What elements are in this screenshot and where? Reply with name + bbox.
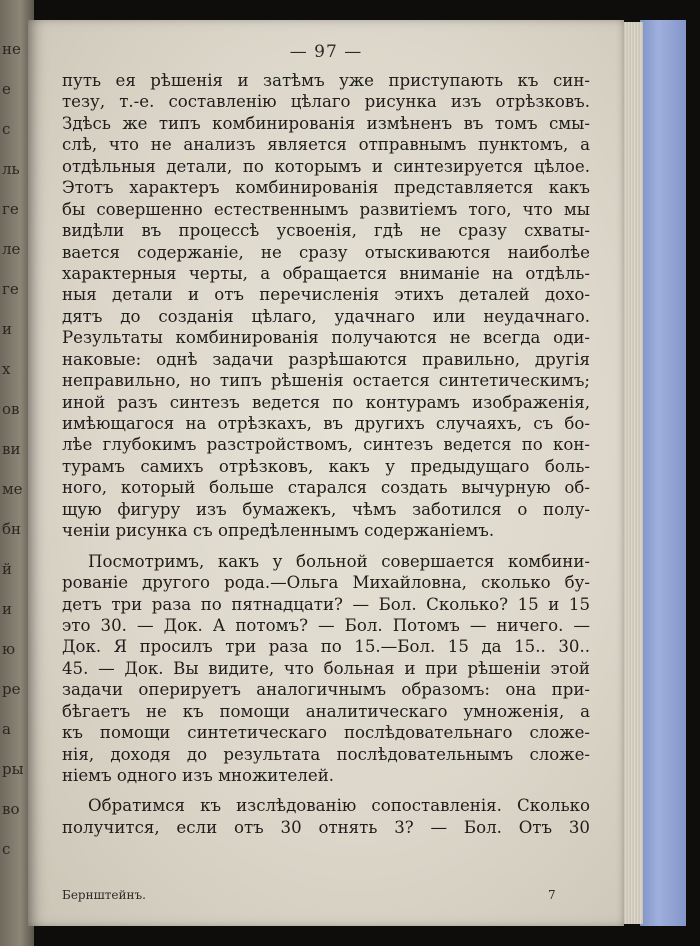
adjacent-page-fragment: й — [2, 560, 12, 578]
text-line: лѣе глубокимъ разстройствомъ, синтезъ ведется по кон- — [62, 435, 590, 455]
text-line: наковые: однѣ задачи разрѣшаются правильно, другія — [62, 349, 590, 369]
adjacent-page-fragment: х — [2, 360, 11, 378]
adjacent-page-fragment: не — [2, 40, 21, 58]
footer-sheet-number: 7 — [548, 888, 556, 902]
text-line: неправильно, но типъ рѣшенія остается синтетическимъ; — [62, 371, 590, 391]
text-line: видѣли въ процессѣ усвоенія, гдѣ не сразу схваты- — [62, 221, 590, 241]
adjacent-page-fragment: е — [2, 80, 11, 98]
blue-backdrop — [640, 20, 686, 926]
text-line: Док. Я просилъ три раза по 15.—Бол. 15 да 15.. 30.. — [62, 637, 590, 657]
text-line: ныя детали и отъ перечисленія этихъ деталей дохо- — [62, 285, 590, 305]
text-line: получится, если отъ 30 отнять 3? — Бол. Отъ 30 — [62, 817, 590, 837]
text-line: имѣющагося на отрѣзкахъ, въ другихъ случаяхъ, съ бо- — [62, 414, 590, 433]
text-line: нія, доходя до результата послѣдовательнымъ сложе- — [62, 744, 590, 764]
adjacent-page-fragment: ме — [2, 480, 23, 498]
text-line: тезу, т.-е. составленію цѣлаго рисунка изъ отрѣзковъ. — [62, 92, 590, 112]
adjacent-page-fragment: во — [2, 800, 20, 818]
page-number: — 97 — — [289, 42, 363, 62]
footer-signature: Бернштейнъ. — [62, 888, 146, 902]
text-line: характерныя черты, а обращается вниманіе на отдѣль- — [62, 263, 590, 283]
text-line: Здѣсь же типъ комбинированія измѣненъ въ томъ смы- — [62, 113, 590, 133]
adjacent-page-fragment: с — [2, 120, 11, 138]
text-line: задачи оперируетъ аналогичнымъ образомъ: она при- — [62, 680, 590, 700]
body-text — [62, 70, 590, 838]
text-line: бѣгаетъ не къ помощи аналитическаго умноженія, а — [62, 701, 590, 721]
text-line: къ помощи синтетическаго послѣдовательнаго сложе- — [62, 723, 590, 743]
adjacent-page-fragment: ви — [2, 440, 21, 458]
text-line: ніемъ одного изъ множителей. — [62, 766, 335, 785]
text-line: ченіи рисунка съ опредѣленнымъ содержаніемъ. — [62, 521, 495, 541]
adjacent-page-fragment: бн — [2, 520, 22, 538]
text-line: бы совершенно естественнымъ развитіемъ того, что мы — [62, 199, 590, 219]
adjacent-page-fragment: ов — [2, 400, 20, 418]
adjacent-page-fragment: ре — [2, 680, 21, 698]
text-line: путь ея рѣшенія и затѣмъ уже приступають къ син- — [62, 71, 590, 90]
adjacent-page-fragment: и — [2, 320, 12, 338]
adjacent-page-fragment: и — [2, 600, 12, 618]
text-line: турамъ самихъ отрѣзковъ, какъ у предыдущаго боль- — [62, 456, 590, 476]
text-line: вается содержаніе, не сразу отыскиваются наиболѣе — [62, 242, 590, 262]
text-line: дятъ до созданія цѣлаго, удачнаго или неудачнаго. — [62, 306, 590, 326]
text-line: ного, который больше старался создать вычурную об- — [62, 478, 590, 498]
text-line: Этотъ характеръ комбинированія представляется какъ — [62, 178, 590, 198]
text-line: детъ три раза по пятнадцати? — Бол. Сколько? 15 и 15 — [62, 594, 590, 614]
text-line: это 30. — Док. А потомъ? — Бол. Потомъ — ничего. — — [62, 615, 590, 635]
book-page — [28, 20, 624, 926]
text-line: щую фигуру изъ бумажекъ, чѣмъ заботился о полу- — [62, 499, 590, 519]
paragraph-start-line: Посмотримъ, какъ у больной совершается комбини- — [88, 551, 590, 571]
adjacent-page-fragment: ге — [2, 280, 19, 298]
paragraph-start-line: Обратимся къ изслѣдованію сопоставленія. Сколько — [88, 796, 590, 816]
adjacent-page-fragment: а — [2, 720, 11, 738]
text-line: рованіе другого рода.—Ольга Михайловна, сколько бу- — [62, 573, 590, 593]
text-line: 45. — Док. Вы видите, что больная и при рѣшеніи этой — [62, 658, 590, 678]
adjacent-page-fragment: ге — [2, 200, 19, 218]
text-line: слѣ, что не анализъ является отправнымъ пунктомъ, а — [62, 135, 590, 155]
text-line: Результаты комбинированія получаются не всегда оди- — [62, 328, 590, 348]
text-line: отдѣльныя детали, по которымъ и синтезируется цѣлое. — [62, 156, 590, 176]
adjacent-page-fragment: ю — [2, 640, 16, 658]
adjacent-page-fragment: с — [2, 840, 11, 858]
adjacent-page-fragment: ль — [2, 160, 20, 178]
adjacent-page-fragment: ры — [2, 760, 24, 778]
adjacent-page-fragment: ле — [2, 240, 21, 258]
text-line: иной разъ синтезъ ведется по контурамъ изображенія, — [62, 392, 590, 412]
